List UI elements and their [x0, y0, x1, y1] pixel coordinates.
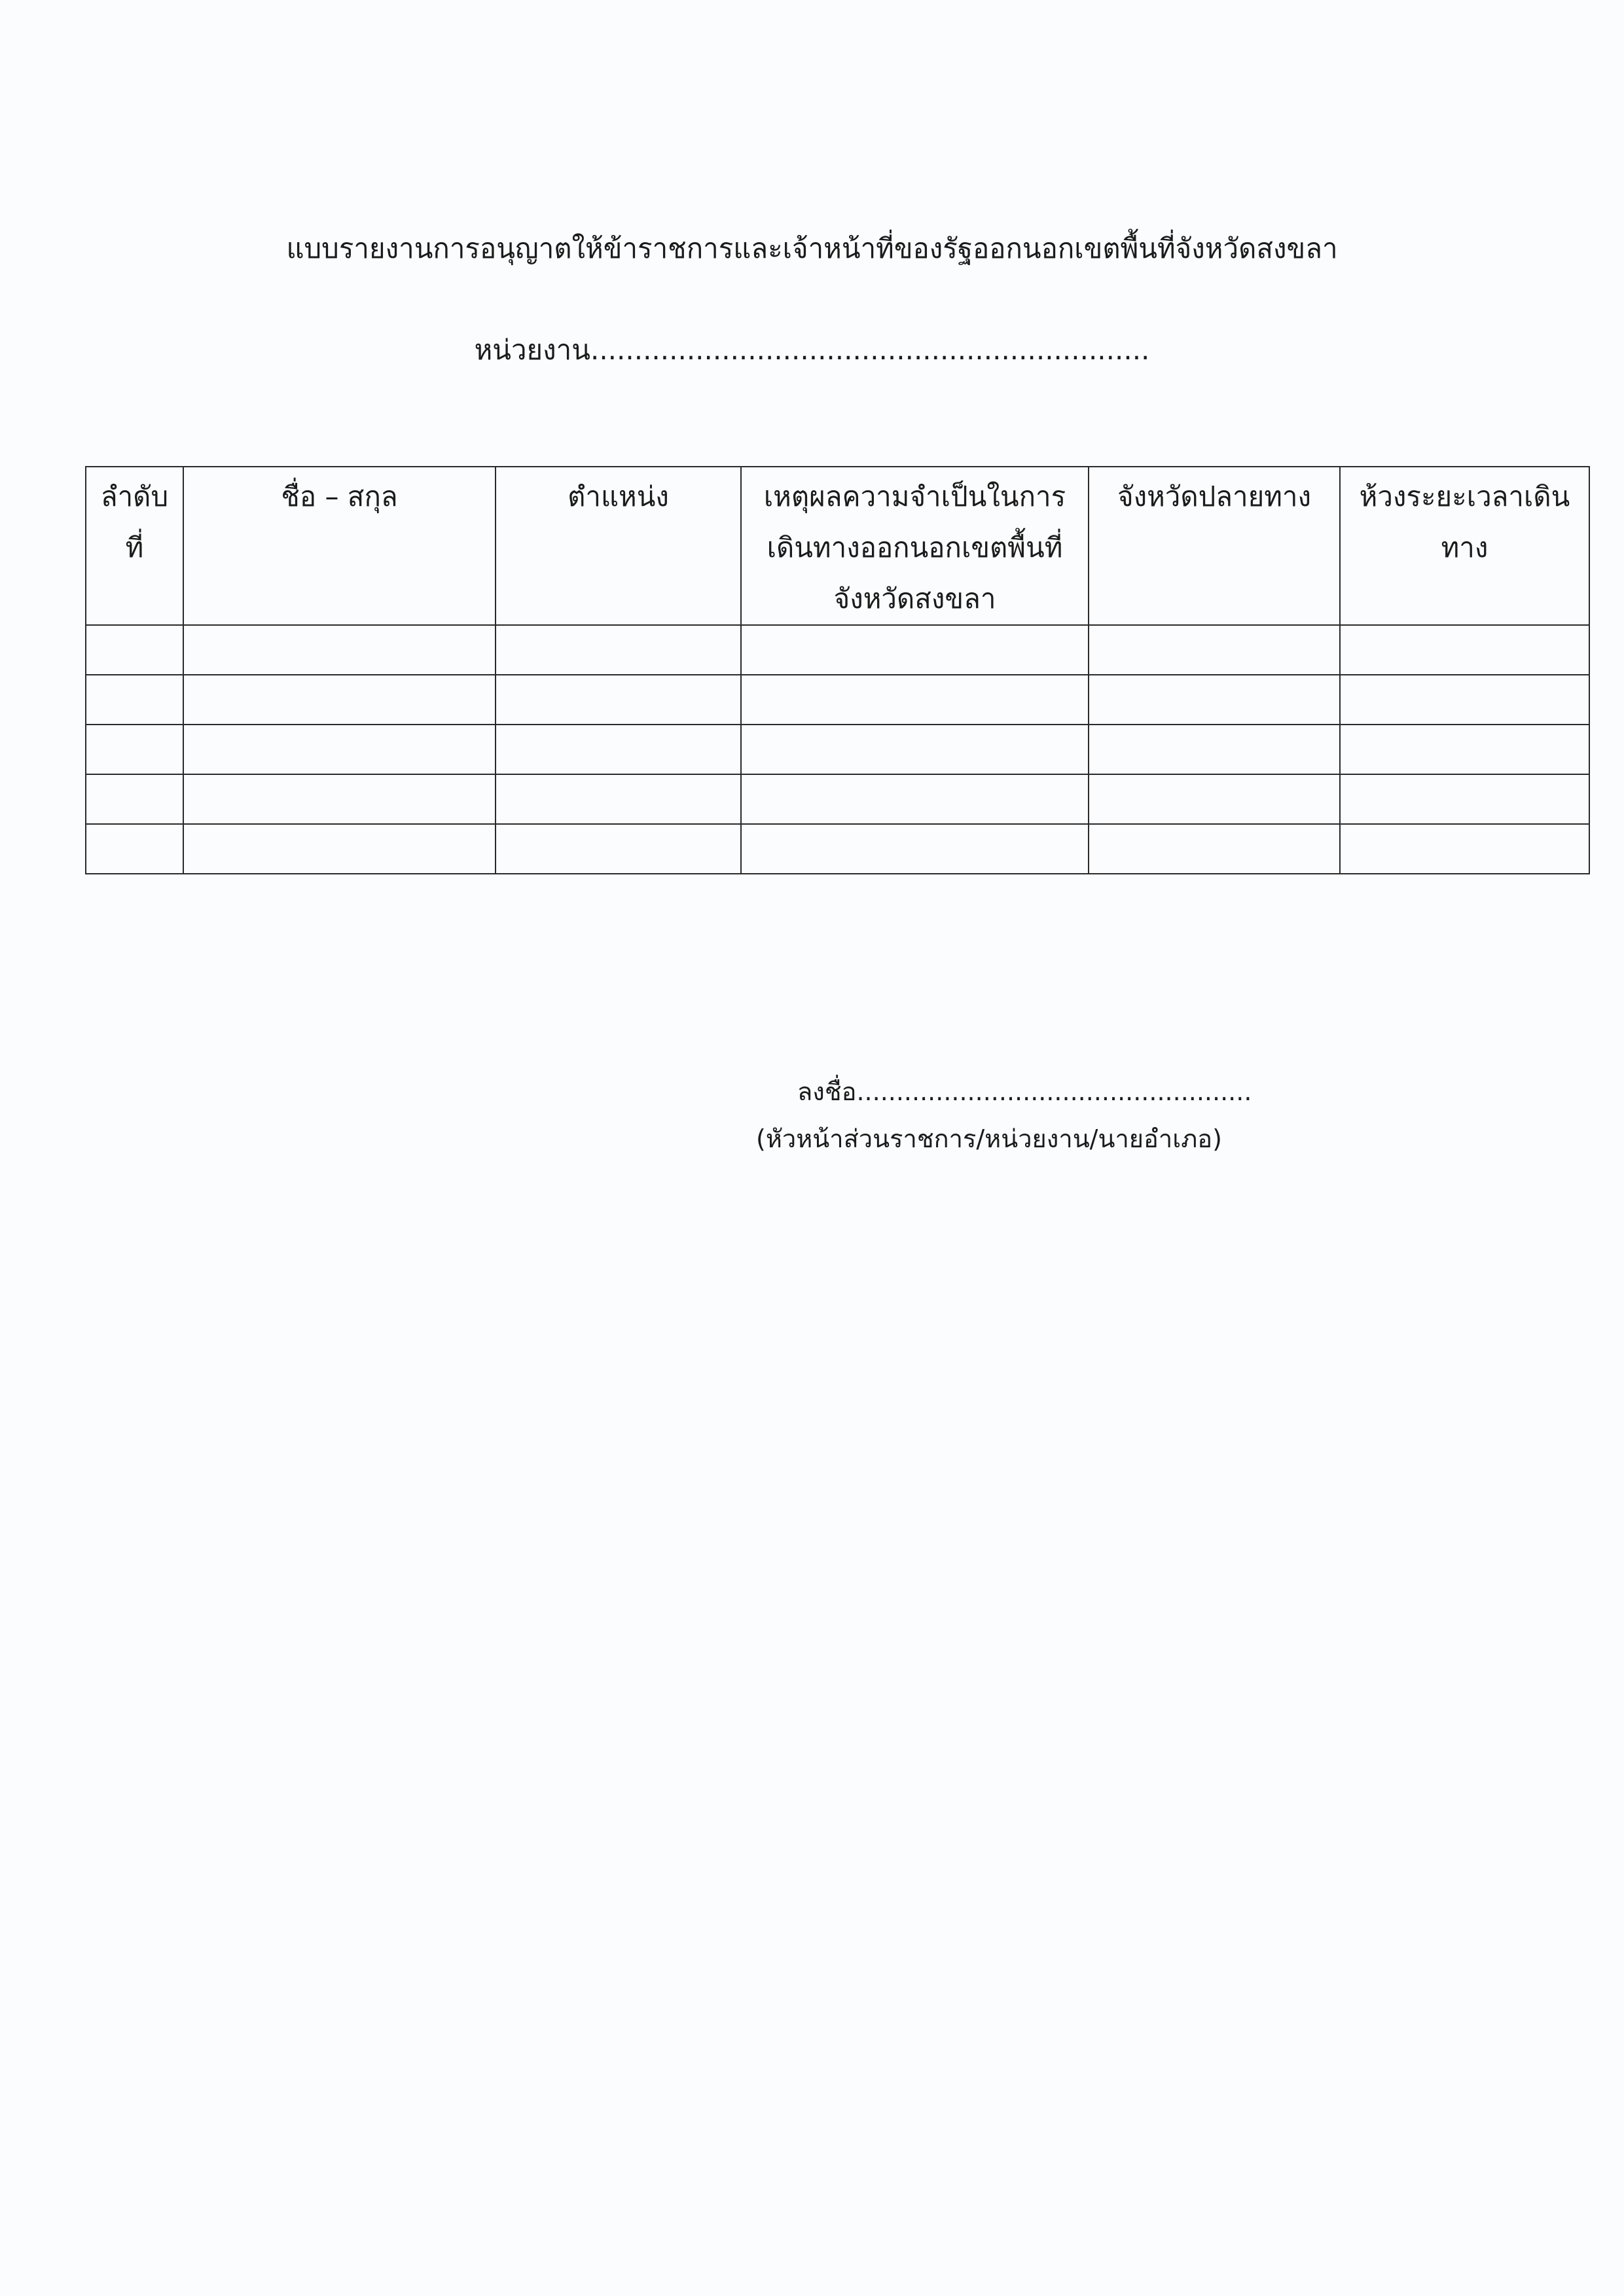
table-cell[interactable]: [1340, 774, 1589, 824]
table-cell[interactable]: [86, 774, 183, 824]
table-row: [86, 725, 1589, 774]
table-row: [86, 675, 1589, 725]
table-cell[interactable]: [496, 675, 741, 725]
table-cell[interactable]: [1089, 725, 1340, 774]
table-cell[interactable]: [741, 824, 1089, 874]
table-cell[interactable]: [1089, 625, 1340, 675]
table-cell[interactable]: [1089, 774, 1340, 824]
table-cell[interactable]: [496, 625, 741, 675]
report-table: [85, 466, 1590, 874]
signature-role-note: (หัวหน้าส่วนราชการ/หน่วยงาน/นายอำเภอ): [756, 1124, 1222, 1153]
table-cell[interactable]: [1089, 675, 1340, 725]
table-cell[interactable]: [86, 675, 183, 725]
table-cell[interactable]: [183, 625, 496, 675]
table-header-row: [86, 467, 1589, 625]
table-row: [86, 625, 1589, 675]
table-cell[interactable]: [86, 725, 183, 774]
signature-line: ลงชื่อ..................................................: [797, 1077, 1252, 1106]
table-cell[interactable]: [1340, 675, 1589, 725]
header-sequence: ลำดับ ที่: [86, 467, 183, 625]
header-full-name: ชื่อ – สกุล: [183, 467, 496, 625]
table-cell[interactable]: [741, 625, 1089, 675]
table-cell[interactable]: [183, 824, 496, 874]
table-cell[interactable]: [86, 824, 183, 874]
table-cell[interactable]: [1340, 725, 1589, 774]
header-reason: เหตุผลความจำเป็นในการเดินทางออกนอกเขตพื้นที่จังหวัดสงขลา: [741, 467, 1089, 625]
table-cell[interactable]: [741, 725, 1089, 774]
table-cell[interactable]: [741, 774, 1089, 824]
table-row: [86, 774, 1589, 824]
table-cell[interactable]: [496, 725, 741, 774]
table-cell[interactable]: [1340, 824, 1589, 874]
header-travel-period: ห้วงระยะเวลาเดินทาง: [1340, 467, 1589, 625]
header-destination-province: จังหวัดปลายทาง: [1089, 467, 1340, 625]
agency-line: หน่วยงาน................................................................: [474, 334, 1150, 366]
document-title: แบบรายงานการอนุญาตให้ข้าราชการและเจ้าหน้าที่ของรัฐออกนอกเขตพื้นที่จังหวัดสงขลา: [286, 232, 1338, 264]
table-row: [86, 824, 1589, 874]
table-cell[interactable]: [86, 625, 183, 675]
header-position: ตำแหน่ง: [496, 467, 741, 625]
table-cell[interactable]: [496, 824, 741, 874]
table-cell[interactable]: [183, 675, 496, 725]
table-cell[interactable]: [183, 725, 496, 774]
table-cell[interactable]: [741, 675, 1089, 725]
table-cell[interactable]: [496, 774, 741, 824]
table-cell[interactable]: [1089, 824, 1340, 874]
table-cell[interactable]: [183, 774, 496, 824]
table-cell[interactable]: [1340, 625, 1589, 675]
